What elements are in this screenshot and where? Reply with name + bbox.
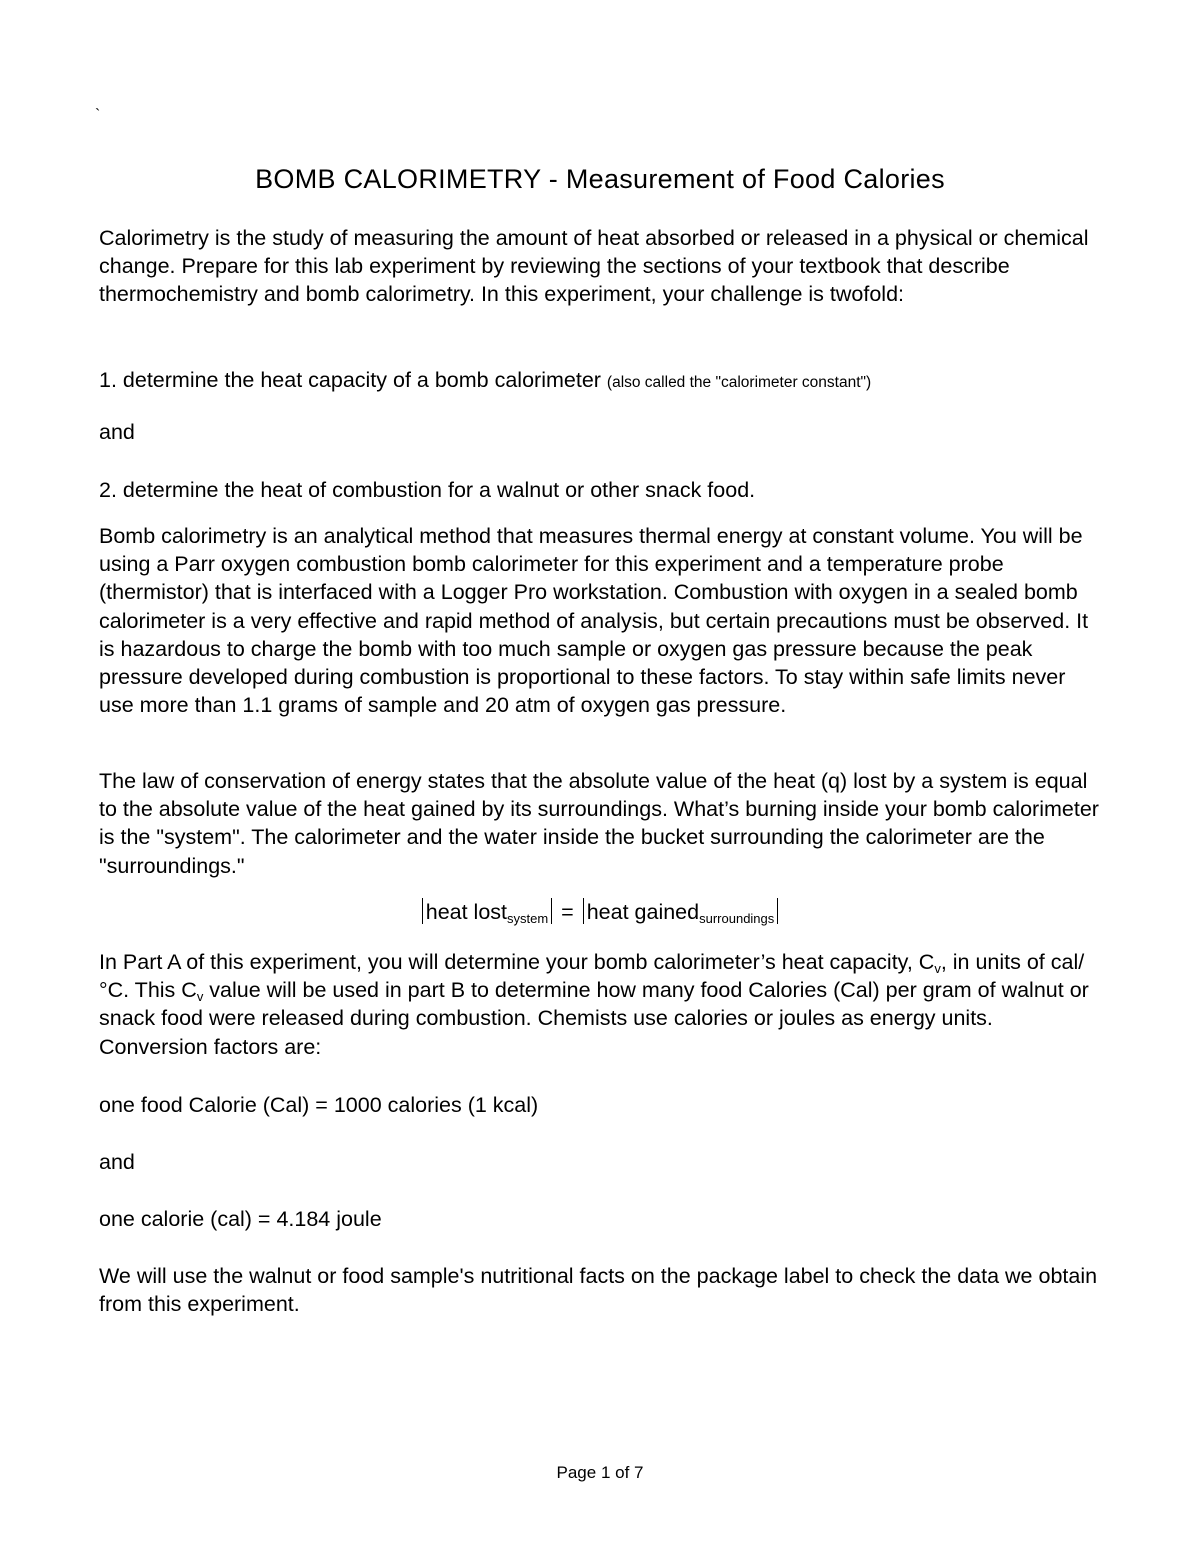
- intro-paragraph: Calorimetry is the study of measuring the amount of heat absorbed or released in a physical or chemical change. Prepare for this lab experiment by reviewing the sections of your textbook that describe thermochemistry and bomb calorimetry. In this experiment, your challenge is twofold:: [99, 226, 1089, 307]
- equation-left-main: heat lost: [425, 900, 508, 924]
- conversion-calorie: one food Calorie (Cal) = 1000 calories (1 kcal): [99, 1093, 539, 1117]
- list-item-1-note: (also called the "calorimeter constant"): [606, 374, 872, 391]
- abs-bar-right-close: [777, 898, 778, 924]
- conjunction-and-1: and: [99, 420, 135, 444]
- conjunction-and-2: and: [99, 1150, 135, 1174]
- part-a-sub-1: v: [934, 961, 941, 976]
- conversion-joule: one calorie (cal) = 4.184 joule: [99, 1207, 382, 1231]
- equation-left-sub: system: [507, 911, 549, 926]
- page-number: Page 1 of 7: [556, 1463, 644, 1482]
- part-a-text-3: value will be used in part B to determine how many food Calories (Cal) per gram of walnut or snack food were released during combustion. Chemists use calories or joules as energy units. Conversion factors are:: [99, 978, 1089, 1059]
- part-a-sub-2: v: [196, 989, 204, 1005]
- page-title: BOMB CALORIMETRY - Measurement of Food Calories: [255, 164, 945, 194]
- conservation-law-paragraph: The law of conservation of energy states that the absolute value of the heat (q) lost by a system is equal to the absolute value of the heat gained by its surroundings. What’s burning inside your bomb calorimeter is the "system". The calorimeter and the water inside the bucket surrounding the calorimeter are the "surroundings.": [99, 769, 1099, 878]
- list-item-2: 2. determine the heat of combustion for a walnut or other snack food.: [99, 478, 756, 502]
- part-a-text-2: , in units of cal/°C. This C: [99, 950, 1085, 1003]
- bomb-calorimetry-paragraph: Bomb calorimetry is an analytical method that measures thermal energy at constant volume. You will be using a Parr oxygen combustion bomb calorimeter for this experiment and a temperature probe (thermistor) that is interfaced with a Logger Pro workstation. Combustion with oxygen in a sealed bomb calorimeter is a very effective and rapid method of analysis, but certain precautions must be observed. It is hazardous to charge the bomb with too much sample or oxygen gas pressure because the peak pressure developed during combustion is proportional to these factors. To stay within safe limits never use more than 1.1 grams of sample and 20 atm of oxygen gas pressure.: [99, 524, 1089, 718]
- stray-mark: `: [95, 107, 101, 124]
- part-a-paragraph: [99, 948, 1101, 1061]
- part-a-text-1: In Part A of this experiment, you will determine your bomb calorimeter’s heat capacity, C: [99, 950, 935, 974]
- final-paragraph: We will use the walnut or food sample's nutritional facts on the package label to check the data we obtain from this experiment.: [99, 1264, 1098, 1317]
- abs-bar-left-close: [551, 898, 552, 924]
- heat-equation: [0, 896, 1200, 928]
- abs-bar-left-open: [422, 898, 423, 924]
- equation-right-sub: surroundings: [699, 911, 775, 926]
- equation-equals: =: [561, 900, 574, 924]
- abs-bar-right-open: [583, 898, 584, 924]
- list-item-1-text: 1. determine the heat capacity of a bomb calorimeter: [99, 368, 607, 392]
- list-item-1: [99, 366, 1101, 397]
- equation-right-main: heat gained: [586, 900, 700, 924]
